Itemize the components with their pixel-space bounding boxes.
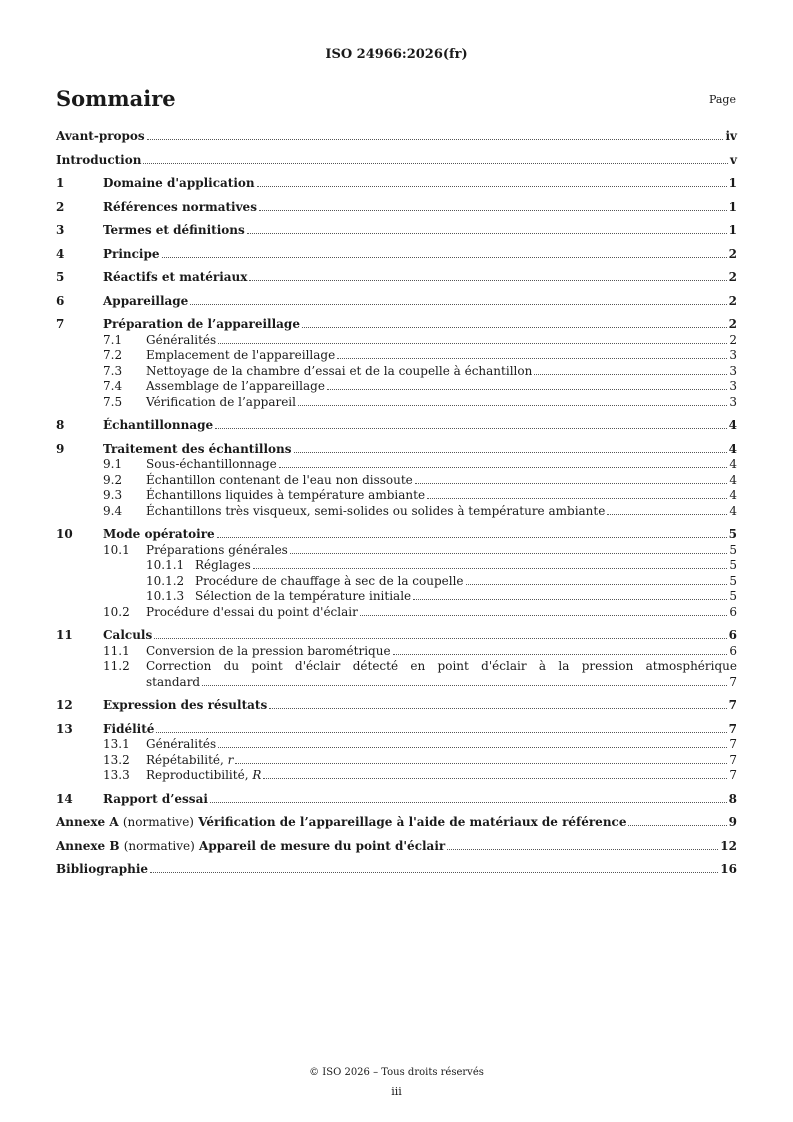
leader-dots <box>156 732 726 733</box>
toc-entry-9[interactable]: 9 Traitement des échantillons 4 <box>56 441 737 456</box>
toc-entry-8[interactable]: 8 Échantillonnage 4 <box>56 418 737 432</box>
toc-entry-avant-propos[interactable]: Avant-propos iv <box>56 129 737 143</box>
document-header: ISO 24966:2026(fr) <box>325 47 468 62</box>
toc-entry-13-1[interactable]: 13.1 Généralités 7 <box>103 737 737 751</box>
toc-entry-introduction[interactable]: Introduction v <box>56 152 737 167</box>
leader-dots <box>269 708 726 709</box>
leader-dots <box>143 163 728 164</box>
leader-dots <box>218 343 727 344</box>
copyright-notice: © ISO 2026 – Tous droits réservés <box>309 1067 484 1078</box>
toc-entry-10-1-3[interactable]: 10.1.3 Sélection de la température initiale 5 <box>146 589 737 603</box>
toc-entry-7-1[interactable]: 7.1 Généralités 2 <box>103 332 737 347</box>
toc-entry-13-3[interactable]: 13.3 Reproductibilité, R 7 <box>103 768 737 782</box>
leader-dots <box>294 452 727 453</box>
leader-dots <box>302 327 727 328</box>
toc-entry-2[interactable]: 2 Références normatives 1 <box>56 199 737 214</box>
leader-dots <box>235 763 727 764</box>
leader-dots <box>215 428 726 429</box>
leader-dots <box>257 186 727 187</box>
leader-dots <box>534 374 727 375</box>
toc-entry-10-1-1[interactable]: 10.1.1 Réglages 5 <box>146 558 737 572</box>
leader-dots <box>298 405 727 406</box>
leader-dots <box>466 584 728 585</box>
leader-dots <box>360 615 728 616</box>
toc-entry-10-1-2[interactable]: 10.1.2 Procédure de chauffage à sec de la coupelle 5 <box>146 573 737 588</box>
toc-entry-bibliographie[interactable]: Bibliographie 16 <box>56 862 737 876</box>
toc-entry-13-2[interactable]: 13.2 Répétabilité, r 7 <box>103 752 737 767</box>
toc-entry-1[interactable]: 1 Domaine d'application 1 <box>56 176 737 190</box>
toc-entry-12[interactable]: 12 Expression des résultats 7 <box>56 698 737 712</box>
page-title: Sommaire <box>56 86 176 111</box>
toc-entry-9-2[interactable]: 9.2 Échantillon contenant de l'eau non dissoute 4 <box>103 472 737 487</box>
leader-dots <box>415 483 728 484</box>
page-number: iii <box>391 1085 402 1098</box>
leader-dots <box>217 537 727 538</box>
leader-dots <box>259 210 727 211</box>
leader-dots <box>413 599 727 600</box>
toc-entry-9-1[interactable]: 9.1 Sous-échantillonnage 4 <box>103 457 737 471</box>
leader-dots <box>607 514 727 515</box>
toc-entry-11-1[interactable]: 11.1 Conversion de la pression barométrique 6 <box>103 643 737 658</box>
toc-entry-7[interactable]: 7 Préparation de l’appareillage 2 <box>56 317 737 331</box>
leader-dots <box>154 638 726 639</box>
toc-entry-9-4[interactable]: 9.4 Échantillons très visqueux, semi-solides ou solides à température ambiante 4 <box>103 503 737 518</box>
leader-dots <box>249 280 726 281</box>
leader-dots <box>218 747 727 748</box>
leader-dots <box>447 849 718 850</box>
toc-entry-10[interactable]: 10 Mode opératoire 5 <box>56 527 737 541</box>
toc-entry-annex-a[interactable]: Annexe A (normative) Vérification de l’appareillage à l'aide de matériaux de référence 9 <box>56 815 737 829</box>
leader-dots <box>247 233 727 234</box>
toc-entry-10-1[interactable]: 10.1 Préparations générales 5 <box>103 542 737 557</box>
toc-entry-14[interactable]: 14 Rapport d’essai 8 <box>56 791 737 806</box>
leader-dots <box>202 685 727 686</box>
toc-entry-3[interactable]: 3 Termes et définitions 1 <box>56 223 737 237</box>
toc-entry-4[interactable]: 4 Principe 2 <box>56 246 737 261</box>
toc-entry-11-2[interactable]: 11.2 Correction du point d'éclair détecté en point d'éclair à la pression atmosphérique standard 7 <box>103 659 737 689</box>
leader-dots <box>263 778 727 779</box>
leader-dots <box>290 553 728 554</box>
leader-dots <box>628 825 726 826</box>
toc-entry-11[interactable]: 11 Calculs 6 <box>56 628 737 642</box>
leader-dots <box>147 139 724 140</box>
leader-dots <box>162 257 727 258</box>
toc-entry-annex-b[interactable]: Annexe B (normative) Appareil de mesure du point d'éclair 12 <box>56 838 737 853</box>
leader-dots <box>337 358 727 359</box>
page-column-label: Page <box>708 93 736 106</box>
toc-entry-5[interactable]: 5 Réactifs et matériaux 2 <box>56 270 737 284</box>
leader-dots <box>327 389 727 390</box>
leader-dots <box>427 498 727 499</box>
toc-entry-10-2[interactable]: 10.2 Procédure d'essai du point d'éclair 6 <box>103 604 737 619</box>
leader-dots <box>150 872 718 873</box>
leader-dots <box>253 568 728 569</box>
toc-entry-7-4[interactable]: 7.4 Assemblage de l’appareillage 3 <box>103 379 737 393</box>
toc-entry-13[interactable]: 13 Fidélité 7 <box>56 721 737 736</box>
table-of-contents <box>56 129 737 878</box>
leader-dots <box>210 802 727 803</box>
leader-dots <box>190 304 726 305</box>
toc-entry-7-2[interactable]: 7.2 Emplacement de l'appareillage 3 <box>103 348 737 362</box>
leader-dots <box>279 467 728 468</box>
toc-entry-6[interactable]: 6 Appareillage 2 <box>56 293 737 308</box>
toc-entry-7-5[interactable]: 7.5 Vérification de l’appareil 3 <box>103 394 737 409</box>
toc-entry-7-3[interactable]: 7.3 Nettoyage de la chambre d’essai et de la coupelle à échantillon 3 <box>103 363 737 378</box>
leader-dots <box>393 654 728 655</box>
toc-entry-9-3[interactable]: 9.3 Échantillons liquides à température ambiante 4 <box>103 488 737 502</box>
